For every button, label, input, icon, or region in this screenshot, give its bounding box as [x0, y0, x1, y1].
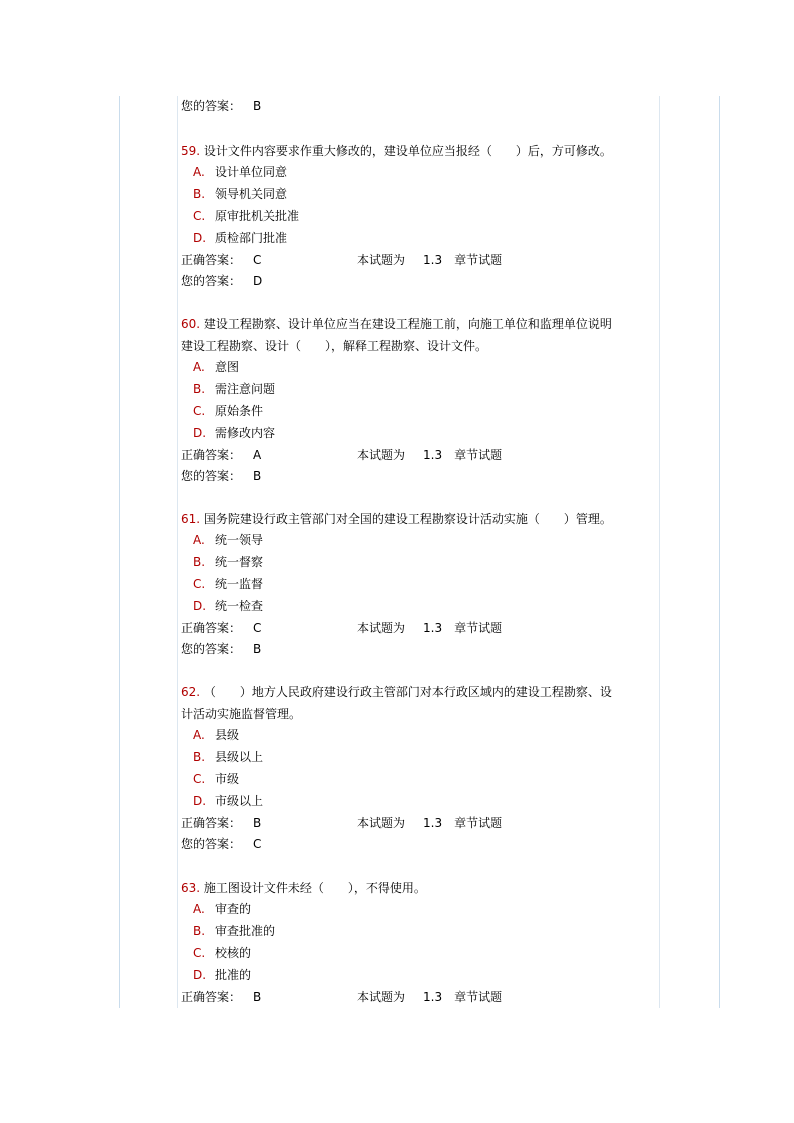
question-text: 国务院建设行政主管部门对全国的建设工程勘察设计活动实施（ ）管理。: [203, 512, 612, 526]
question-text: 建设工程勘察、设计单位应当在建设工程施工前，向施工单位和监理单位说明: [203, 317, 612, 331]
correct-answer-row: 正确答案： B 本试题为 1.3 章节试题: [181, 816, 503, 830]
your-answer-row: 您的答案： B: [181, 469, 262, 483]
question-text-cont: 计活动实施监督管理。: [181, 707, 302, 721]
content-border-left: [177, 96, 178, 1008]
option-a: A. 统一领导: [193, 533, 264, 547]
question-text: 设计文件内容要求作重大修改的，建设单位应当报经（ ）后，方可修改。: [203, 144, 612, 158]
option-a: A. 县级: [193, 728, 240, 742]
option-b: B. 领导机关同意: [193, 187, 288, 201]
option-b: B. 县级以上: [193, 750, 264, 764]
your-answer-row: 您的答案： B: [181, 642, 262, 656]
option-b: B. 统一督察: [193, 555, 264, 569]
option-c: C. 统一监督: [193, 577, 264, 591]
correct-answer-row: 正确答案： C 本试题为 1.3 章节试题: [181, 621, 503, 635]
your-answer-row: 您的答案： D: [181, 274, 263, 288]
question-number: 60.: [181, 317, 201, 331]
question-number: 62.: [181, 685, 201, 699]
option-d: D. 市级以上: [193, 794, 264, 808]
option-d: D. 统一检查: [193, 599, 264, 613]
option-a: A. 设计单位同意: [193, 165, 288, 179]
option-d: D. 批准的: [193, 968, 252, 982]
your-answer-value: B: [253, 99, 262, 113]
question-number: 59.: [181, 144, 201, 158]
content-border-right: [659, 96, 660, 1008]
option-d: D. 质检部门批准: [193, 231, 288, 245]
option-c: C. 市级: [193, 772, 240, 786]
question-text: 施工图设计文件未经（ ），不得使用。: [203, 881, 426, 895]
option-d: D. 需修改内容: [193, 426, 276, 440]
option-c: C. 校核的: [193, 946, 252, 960]
question-text-cont: 建设工程勘察、设计（ ），解释工程勘察、设计文件。: [181, 339, 488, 353]
option-c: C. 原始条件: [193, 404, 264, 418]
option-c: C. 原审批机关批准: [193, 209, 300, 223]
your-answer-label: 您的答案：: [181, 99, 242, 113]
option-a: A. 意图: [193, 360, 240, 374]
your-answer-row: 您的答案： C: [181, 837, 262, 851]
correct-answer-row: 正确答案： A 本试题为 1.3 章节试题: [181, 448, 503, 462]
option-a: A. 审查的: [193, 902, 252, 916]
page-border-left: [119, 96, 120, 1008]
correct-answer-row: 正确答案： B 本试题为 1.3 章节试题: [181, 990, 503, 1004]
page-border-right: [719, 96, 720, 1008]
option-b: B. 审查批准的: [193, 924, 276, 938]
correct-answer-row: 正确答案： C 本试题为 1.3 章节试题: [181, 253, 503, 267]
question-text: （ ）地方人民政府建设行政主管部门对本行政区域内的建设工程勘察、设: [203, 685, 612, 699]
question-number: 63.: [181, 881, 201, 895]
question-number: 61.: [181, 512, 201, 526]
option-b: B. 需注意问题: [193, 382, 276, 396]
